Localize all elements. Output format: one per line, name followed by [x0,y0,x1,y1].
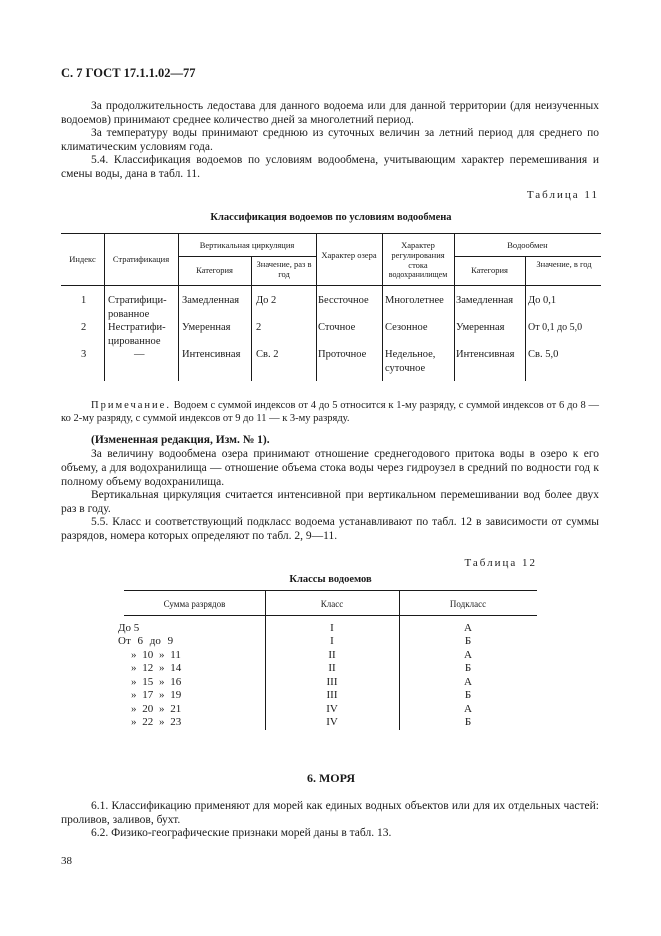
t12-row5-sum: » 15 » 16 [131,676,182,688]
table-12-caption: Классы водоемов [289,574,372,585]
t12-row7-class: IV [326,703,338,715]
header-regulation-1: Характер [401,240,435,250]
row2-value: 2 [256,322,262,333]
paragraph-6-1: 6.1. Классификацию применяют для морей как единых водных объектов или для их отдельных частей: проливов, заливов, бухт. [61,800,599,826]
row3-exchange-value: Св. 5,0 [528,349,559,360]
paragraph-vertical-circulation: Вертикальная циркуляция считается интенсивной при вертикальном перемешивании вод более двух раз в году. [61,489,599,515]
row1-exchange-value: До 0,1 [528,295,557,306]
row3-value: Св. 2 [256,349,279,360]
paragraph-5-4: 5.4. Классификация водоемов по условиям водообмена, учитывающим характер перемешивания и смены воды, дана в табл. 11. [61,154,599,180]
t12-row3-class: II [328,649,336,661]
row3-strat: — [134,349,145,360]
header-subclass: Подкласс [449,599,487,609]
t12-row8-subclass: Б [464,716,472,728]
t12-row2-subclass: Б [464,635,472,647]
t12-row4-class: II [328,662,336,674]
header-index: Индекс [69,254,96,264]
t12-row7-sum: » 20 » 21 [131,703,182,715]
row2-strat-2: цированное [108,336,161,347]
row1-category: Замедленная [182,295,240,306]
t12-row3-subclass: А [464,649,472,661]
t12-row6-class: III [326,689,338,701]
row2-index: 2 [81,322,87,333]
row2-strat-1: Нестратифи- [108,322,166,333]
page-number: 38 [61,855,72,867]
header-exchange-value: Значение, в год [536,259,592,269]
header-exchange-category: Категория [471,265,508,275]
header-regulation-3: стока [408,260,428,270]
row1-strat-1: Стратифици- [108,295,167,306]
paragraph-5-5: 5.5. Класс и соответствующий подкласс водоема устанавливают по табл. 12 в зависимости от суммы разрядов, номера которых определяют по табл. 2, 9—11. [61,516,599,542]
header-regulation-2: регулирования [391,250,445,260]
page-header: С. 7 ГОСТ 17.1.1.02—77 [61,66,196,80]
t12-row8-class: IV [326,716,338,728]
t12-row8-sum: » 22 » 23 [131,716,182,728]
table-11-note [61,399,599,425]
row3-regulation-2: суточное [385,363,426,374]
t12-row4-sum: » 12 » 14 [131,662,182,674]
t12-row4-subclass: Б [464,662,472,674]
row1-value: До 2 [256,295,277,306]
row1-regulation: Многолетнее [385,295,444,306]
t12-row1-class: I [330,622,334,634]
note-label: Примечание. [91,400,171,411]
table-11-label: Таблица 11 [526,189,599,201]
header-lake-character: Характер озера [321,250,377,260]
t12-row3-sum: » 10 » 11 [131,649,181,661]
paragraph-6-2: 6.2. Физико-географические признаки морей даны в табл. 13. [91,827,392,839]
row1-lake: Бессточное [318,295,369,306]
row2-regulation: Сезонное [385,322,428,333]
header-category: Категория [196,265,233,275]
t12-row5-subclass: А [464,676,472,688]
paragraph-ice-duration: За продолжительность ледостава для данного водоема или для данной территории (для неизученных водоемов) принимают среднее количество дней за многолетний период. [61,100,599,126]
table-12-label: Таблица 12 [464,557,537,569]
row1-exchange-category: Замедленная [456,295,514,306]
t12-row5-class: III [326,676,338,688]
row2-lake: Сточное [318,322,356,333]
t12-row6-subclass: Б [464,689,472,701]
row2-category: Умеренная [182,322,231,333]
row2-exchange-category: Умеренная [456,322,505,333]
row3-lake: Проточное [318,349,367,360]
section-title: 6. МОРЯ [306,771,356,785]
row1-strat-2: рованное [108,309,150,320]
t12-row1-subclass: А [464,622,472,634]
t12-row2-class: I [330,635,334,647]
revision-note: (Измененная редакция, Изм. № 1). [91,434,270,446]
row3-category: Интенсивная [182,349,241,360]
paragraph-water-temperature: За температуру воды принимают среднюю из суточных величин за летний период для среднего по климатическим условиям года. [61,127,599,153]
header-class: Класс [320,599,344,609]
header-value-per-year: Значение, раз в год [256,259,312,279]
t12-row2-sum: От 6 до 9 [118,635,174,647]
row2-exchange-value: От 0,1 до 5,0 [528,322,583,333]
t12-row6-sum: » 17 » 19 [131,689,182,701]
paragraph-water-exchange: За величину водообмена озера принимают отношение среднегодового притока воды в озеро к его объему, а для водохранилища — отношение объема стока воды через гидроузел в средний по водности год к полному объему водохранилища. [61,448,599,488]
row3-regulation-1: Недельное, [385,349,436,360]
note-text: Водоем с суммой индексов от 4 до 5 относится к 1-му разряду, с суммой индексов от 6 до 8 — ко 2-му разряду, с суммой индексов от 9 до 11 — к 3-му разряду. [61,400,599,424]
row3-index: 3 [81,349,87,360]
header-water-exchange: Водообмен [507,240,548,250]
row1-index: 1 [81,295,87,306]
header-sum: Сумма разрядов [163,599,226,609]
t12-row1-sum: До 5 [118,622,140,634]
header-stratification: Стратификация [112,254,170,264]
table-11-caption: Классификация водоемов по условиям водообмена [210,212,452,223]
t12-row7-subclass: А [464,703,472,715]
header-regulation-4: водохранилищем [388,270,448,279]
row3-exchange-category: Интенсивная [456,349,515,360]
header-vertical-circulation: Вертикальная циркуляция [199,240,295,250]
